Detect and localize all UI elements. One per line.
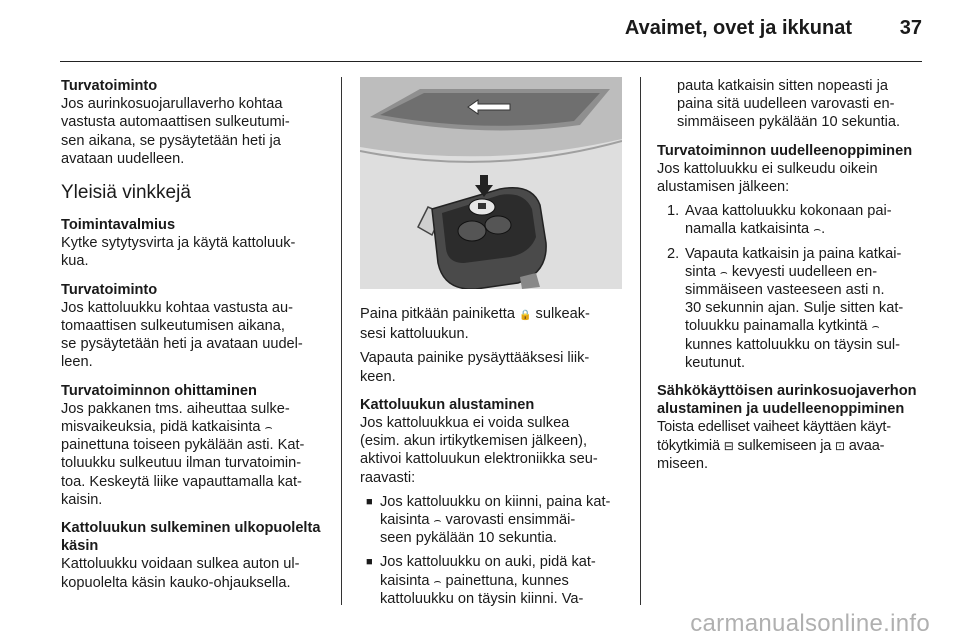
- text-line: kopuolelta käsin kauko-ohjauksella.: [61, 574, 291, 591]
- sunroof-open-switch-icon: ⌢: [719, 264, 728, 279]
- text-line: keutunut.: [685, 354, 746, 371]
- text-fragment: misvaikeuksia, pidä katkaisinta: [61, 419, 261, 436]
- column-divider-1: [341, 77, 342, 605]
- text-fragment: sulkeak-: [535, 306, 590, 322]
- text-line: Jos kattoluukkua ei voida sulkea: [360, 415, 570, 432]
- key-fob-drawing: [360, 77, 622, 289]
- text-line: painettuna toiseen pykälään asti. Kat-: [61, 437, 305, 454]
- text-line: Kattoluukku voidaan sulkea auton ul-: [61, 556, 300, 573]
- text-line: kua.: [61, 253, 89, 270]
- heading-override-safety: Turvatoiminnon ohittaminen: [61, 382, 257, 399]
- column-3: [657, 77, 927, 473]
- text-line: se pysäytetään heti ja avataan uudel-: [61, 336, 303, 353]
- bullet-marker: ■: [366, 556, 373, 569]
- text-line: kunnes kattoluukku on täysin sul-: [685, 336, 900, 353]
- heading-sunshade-init: Sähkökäyttöisen aurinkosuojaverhon: [657, 383, 917, 400]
- text-line: kattoluukku on täysin kiinni. Va-: [380, 590, 584, 607]
- text-line: Avaa kattoluukku kokonaan pai-: [685, 203, 892, 220]
- list-item: [360, 493, 632, 548]
- text-line: miseen.: [657, 455, 709, 472]
- text-line: [360, 305, 632, 325]
- text-fragment: toluukku painamalla kytkintä: [685, 318, 868, 335]
- sunroof-close-switch-icon: ⌢: [433, 573, 442, 588]
- list-continuation: [657, 77, 927, 132]
- text-line: [380, 511, 632, 529]
- step-number: 2.: [667, 245, 680, 262]
- sunroof-close-switch-icon: ⌢: [871, 319, 880, 334]
- text-line: Toista edelliset vaiheet käyttäen käyt-: [657, 419, 891, 436]
- text-line: kaisin.: [61, 491, 103, 508]
- section-title-general-tips: Yleisiä vinkkejä: [61, 182, 191, 204]
- text-line: sen aikana, se pysäytetään heti ja: [61, 132, 281, 149]
- sunshade-open-key-icon: ⊡: [835, 438, 845, 453]
- bullet-marker: ■: [366, 495, 373, 508]
- text-fragment: namalla katkaisinta: [685, 221, 810, 238]
- text-fragment: kaisinta: [380, 572, 430, 589]
- text-line: Jos aurinkosuojarullaverho kohtaa: [61, 96, 283, 113]
- text-line: Vapauta katkaisin ja paina katkai-: [685, 245, 902, 262]
- watermark: carmanualsonline.info: [690, 610, 930, 637]
- page-header: [60, 0, 922, 62]
- text-line: Kytke sytytysvirta ja käytä kattoluuk-: [61, 235, 296, 252]
- text-line: Jos kattoluukku kohtaa vastusta au-: [61, 299, 294, 316]
- heading-safety-relearn: Turvatoiminnon uudelleenoppiminen: [657, 142, 913, 159]
- page-number: 37: [899, 17, 922, 39]
- text-line: leen.: [61, 354, 93, 371]
- heading-readiness: Toimintavalmius: [61, 217, 176, 234]
- text-fragment: varovasti ensimmäi-: [445, 512, 576, 529]
- text-fragment: kevyesti uudelleen en-: [731, 263, 878, 280]
- text-line: toluukku sulkeutuu ilman turvatoimin-: [61, 455, 302, 472]
- sunroof-close-switch-icon: ⌢: [433, 513, 442, 528]
- column-divider-2: [640, 77, 641, 605]
- text-line: paina sitä uudelleen varovasti en-: [677, 96, 895, 113]
- list-item: [360, 553, 632, 608]
- text-line: alustamisen jälkeen:: [657, 179, 790, 196]
- heading-external-close: Kattoluukun sulkeminen ulkopuolelta: [61, 520, 321, 537]
- heading-external-close-cont: käsin: [61, 538, 99, 555]
- sunroof-open-switch-icon: ⌢: [813, 222, 822, 237]
- text-line: simmäiseen vasteeseen asti n.: [685, 282, 885, 299]
- sunroof-close-switch-icon: ⌢: [264, 420, 273, 435]
- text-line: [685, 220, 927, 238]
- text-line: toa. Keskeytä liike vapauttamalla kat-: [61, 473, 302, 490]
- text-line: sesi kattoluukun.: [360, 326, 469, 343]
- text-fragment: sulkemiseen ja: [737, 437, 832, 454]
- text-fragment: tökytkimiä: [657, 437, 720, 454]
- text-fragment: .: [821, 221, 826, 238]
- text-line: [685, 317, 927, 335]
- text-line: aktivoi kattoluukun elektroniikka seu-: [360, 451, 598, 468]
- text-line: Jos kattoluukku ei sulkeudu oikein: [657, 160, 878, 177]
- text-line: [380, 572, 632, 590]
- text-line: Vapauta painike pysäyttääksesi liik-: [360, 350, 590, 367]
- text-line: [685, 263, 927, 281]
- text-fragment: sinta: [685, 263, 716, 280]
- step-number: 1.: [667, 203, 680, 220]
- text-line: raavasti:: [360, 469, 416, 486]
- heading-sunshade-init-cont: alustaminen ja uudelleenoppiminen: [657, 401, 905, 418]
- header-title: Avaimet, ovet ja ikkunat: [624, 17, 852, 39]
- column-2: [360, 305, 632, 608]
- text-fragment: Paina pitkään painiketta: [360, 306, 515, 322]
- text-line: (esim. akun irtikytkemisen jälkeen),: [360, 433, 588, 450]
- text-line: pauta katkaisin sitten nopeasti ja: [677, 78, 888, 94]
- list-item: [657, 245, 927, 372]
- text-line: 30 sekunnin ajan. Sulje sitten kat-: [685, 300, 904, 317]
- sunshade-close-key-icon: ⊟: [723, 438, 734, 453]
- text-line: Jos pakkanen tms. aiheuttaa sulke-: [61, 400, 290, 417]
- text-line: [61, 418, 333, 436]
- text-line: [657, 437, 927, 455]
- heading-safety-function-2: Turvatoiminto: [61, 281, 158, 298]
- key-fob-illustration: [360, 77, 622, 289]
- text-line: Jos kattoluukku on kiinni, paina kat-: [380, 493, 611, 510]
- text-fragment: painettuna, kunnes: [445, 572, 569, 589]
- text-line: avataan uudelleen.: [61, 150, 185, 167]
- text-line: Jos kattoluukku on auki, pidä kat-: [380, 554, 596, 571]
- text-line: vastusta automaattisen sulkeutumi-: [61, 114, 290, 131]
- text-line: seen pykälään 10 sekuntia.: [380, 530, 557, 547]
- heading-sunroof-init: Kattoluukun alustaminen: [360, 396, 535, 413]
- text-line: tomaattisen sulkeutumisen aikana,: [61, 318, 285, 335]
- text-fragment: kaisinta: [380, 512, 430, 529]
- text-line: simmäiseen pykälään 10 sekuntia.: [677, 114, 901, 131]
- column-1: [61, 77, 333, 592]
- text-line: keen.: [360, 368, 396, 385]
- list-item: [657, 202, 927, 238]
- lock-button-icon: 🔒: [519, 310, 532, 321]
- text-fragment: avaa-: [848, 437, 885, 454]
- heading-safety-function: Turvatoiminto: [61, 78, 158, 94]
